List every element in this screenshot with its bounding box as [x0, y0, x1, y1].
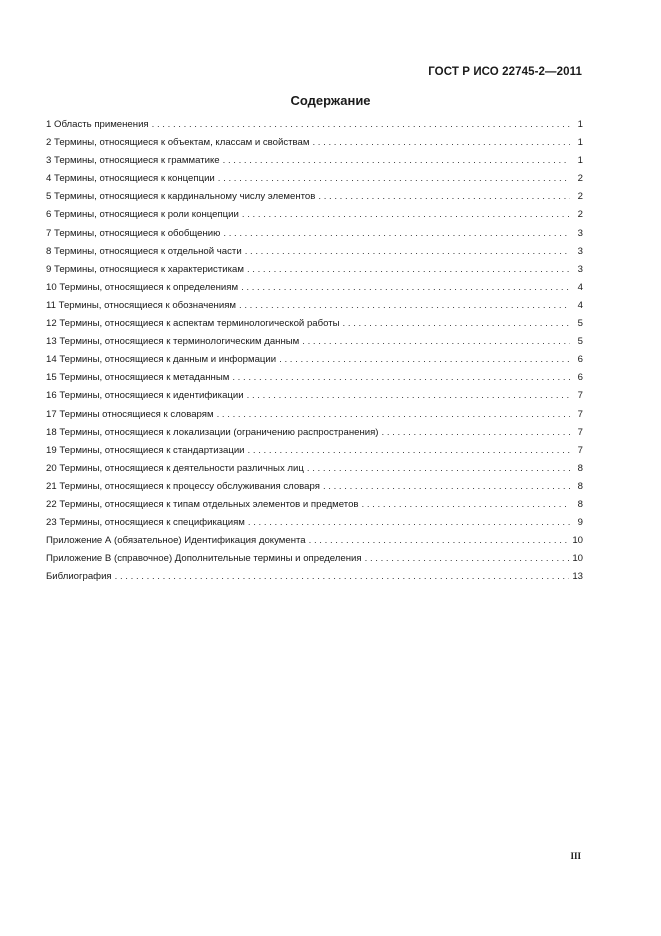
dot-leader — [318, 191, 570, 202]
dot-leader — [307, 463, 570, 474]
toc-entry-page: 7 — [577, 390, 583, 402]
toc-entry[interactable] — [46, 553, 583, 571]
toc-entry-title: Приложение В (справочное) Дополнительные термины и определения — [46, 553, 362, 565]
dot-leader — [362, 499, 570, 510]
toc-entry-title: 18 Термины, относящиеся к локализации (ограничению распространения) — [46, 426, 379, 438]
dot-leader — [239, 300, 570, 311]
dot-leader — [309, 535, 570, 546]
toc-entry-title: 8 Термины, относящиеся к отдельной части — [46, 245, 242, 257]
toc-entry-page: 6 — [577, 372, 583, 384]
toc-entry[interactable] — [46, 191, 583, 209]
dot-leader — [279, 354, 570, 365]
toc-entry[interactable] — [46, 282, 583, 300]
toc-entry-title: 6 Термины, относящиеся к роли концепции — [46, 209, 239, 221]
toc-entry[interactable] — [46, 318, 583, 336]
toc-entry[interactable] — [46, 209, 583, 227]
toc-entry-page: 4 — [577, 299, 583, 311]
dot-leader — [218, 173, 570, 184]
dot-leader — [382, 427, 570, 438]
toc-entry[interactable] — [46, 445, 583, 463]
toc-entry-page: 10 — [572, 535, 583, 547]
toc-entry-page: 7 — [577, 426, 583, 438]
toc-entry-page: 13 — [572, 571, 583, 583]
toc-entry-page: 1 — [577, 137, 583, 149]
toc-entry-page: 5 — [577, 318, 583, 330]
toc-entry-page: 7 — [577, 408, 583, 420]
dot-leader — [152, 119, 570, 130]
dot-leader — [365, 553, 570, 564]
toc-entry[interactable] — [46, 336, 583, 354]
dot-leader — [248, 445, 570, 456]
toc-entry-page: 9 — [577, 517, 583, 529]
toc-entry-page: 3 — [577, 245, 583, 257]
toc-entry[interactable] — [46, 517, 583, 535]
dot-leader — [242, 209, 570, 220]
dot-leader — [245, 246, 570, 257]
dot-leader — [248, 517, 570, 528]
toc-entry-page: 6 — [577, 354, 583, 366]
toc-entry-title: 1 Область применения — [46, 119, 149, 130]
toc-entry-page: 5 — [577, 336, 583, 348]
toc-entry[interactable] — [46, 463, 583, 481]
dot-leader — [115, 571, 570, 582]
toc-entry[interactable] — [46, 354, 583, 372]
toc-entry[interactable] — [46, 390, 583, 408]
toc-entry-page: 1 — [577, 119, 583, 130]
toc-entry[interactable] — [46, 427, 583, 445]
toc-entry-title: 19 Термины, относящиеся к стандартизации — [46, 444, 245, 456]
dot-leader — [343, 318, 570, 329]
toc-entry[interactable] — [46, 481, 583, 499]
dot-leader — [247, 264, 570, 275]
toc-entry-page: 2 — [577, 209, 583, 221]
toc-entry[interactable] — [46, 228, 583, 246]
toc-entry[interactable] — [46, 372, 583, 390]
dot-leader — [241, 282, 570, 293]
table-of-contents — [46, 119, 583, 589]
toc-entry[interactable] — [46, 264, 583, 282]
toc-entry-page: 2 — [577, 191, 583, 203]
toc-entry-title: 12 Термины, относящиеся к аспектам терминологической работы — [46, 318, 340, 330]
dot-leader — [217, 409, 570, 420]
toc-entry-title: 11 Термины, относящиеся к обозначениям — [46, 299, 237, 311]
toc-entry-title: 4 Термины, относящиеся к концепции — [46, 173, 215, 185]
toc-entry[interactable] — [46, 571, 583, 589]
dot-leader — [312, 137, 570, 148]
toc-entry-page: 8 — [577, 498, 583, 510]
toc-entry-page: 3 — [577, 227, 583, 239]
toc-entry-title: Библиография — [46, 571, 112, 583]
dot-leader — [232, 372, 570, 383]
dot-leader — [223, 228, 570, 239]
toc-entry-page: 1 — [577, 155, 583, 167]
toc-entry[interactable] — [46, 409, 583, 427]
page-title: Содержание — [290, 93, 371, 108]
toc-entry-title: 10 Термины, относящиеся к определениям — [46, 281, 239, 293]
toc-entry-title: 23 Термины, относящиеся к спецификациям — [46, 517, 245, 529]
toc-entry-title: 21 Термины, относящиеся к процессу обслуживания словаря — [46, 480, 320, 492]
dot-leader — [323, 481, 570, 492]
toc-entry-title: 17 Термины относящиеся к словарям — [46, 408, 214, 420]
toc-entry-page: 7 — [577, 444, 583, 456]
toc-entry-title: 15 Термины, относящиеся к метаданным — [46, 372, 230, 384]
toc-entry-title: 3 Термины, относящиеся к грамматике — [46, 155, 220, 167]
toc-entry-page: 4 — [577, 281, 583, 293]
toc-entry[interactable] — [46, 300, 583, 318]
toc-entry-title: 16 Термины, относящиеся к идентификации — [46, 390, 244, 402]
toc-entry[interactable] — [46, 137, 583, 155]
standard-code-header: ГОСТ Р ИСО 22745-2—2011 — [428, 66, 582, 78]
dot-leader — [302, 336, 570, 347]
toc-entry-title: 7 Термины, относящиеся к обобщению — [46, 227, 221, 239]
toc-entry-page: 3 — [577, 263, 583, 275]
toc-entry-title: 22 Термины, относящиеся к типам отдельных элементов и предметов — [46, 498, 359, 510]
toc-entry-page: 10 — [572, 553, 583, 565]
toc-entry[interactable] — [46, 535, 583, 553]
toc-entry-page: 2 — [577, 173, 583, 185]
toc-entry-title: 13 Термины, относящиеся к терминологическим данным — [46, 336, 300, 348]
toc-entry[interactable] — [46, 155, 583, 173]
toc-entry-title: 20 Термины, относящиеся к деятельности различных лиц — [46, 462, 304, 474]
toc-entry-page: 8 — [577, 462, 583, 474]
toc-entry[interactable] — [46, 499, 583, 517]
dot-leader — [247, 390, 570, 401]
toc-entry-title: 2 Термины, относящиеся к объектам, классам и свойствам — [46, 137, 310, 149]
toc-entry-title: Приложение А (обязательное) Идентификация документа — [46, 535, 306, 547]
toc-entry[interactable] — [46, 246, 583, 264]
toc-entry[interactable] — [46, 173, 583, 191]
dot-leader — [223, 155, 570, 166]
toc-entry[interactable] — [46, 119, 583, 137]
toc-entry-title: 9 Термины, относящиеся к характеристикам — [46, 263, 244, 275]
toc-entry-title: 14 Термины, относящиеся к данным и информации — [46, 354, 277, 366]
toc-entry-title: 5 Термины, относящиеся к кардинальному числу элементов — [46, 191, 316, 203]
page-number: III — [570, 851, 581, 861]
toc-entry-page: 8 — [577, 480, 583, 492]
